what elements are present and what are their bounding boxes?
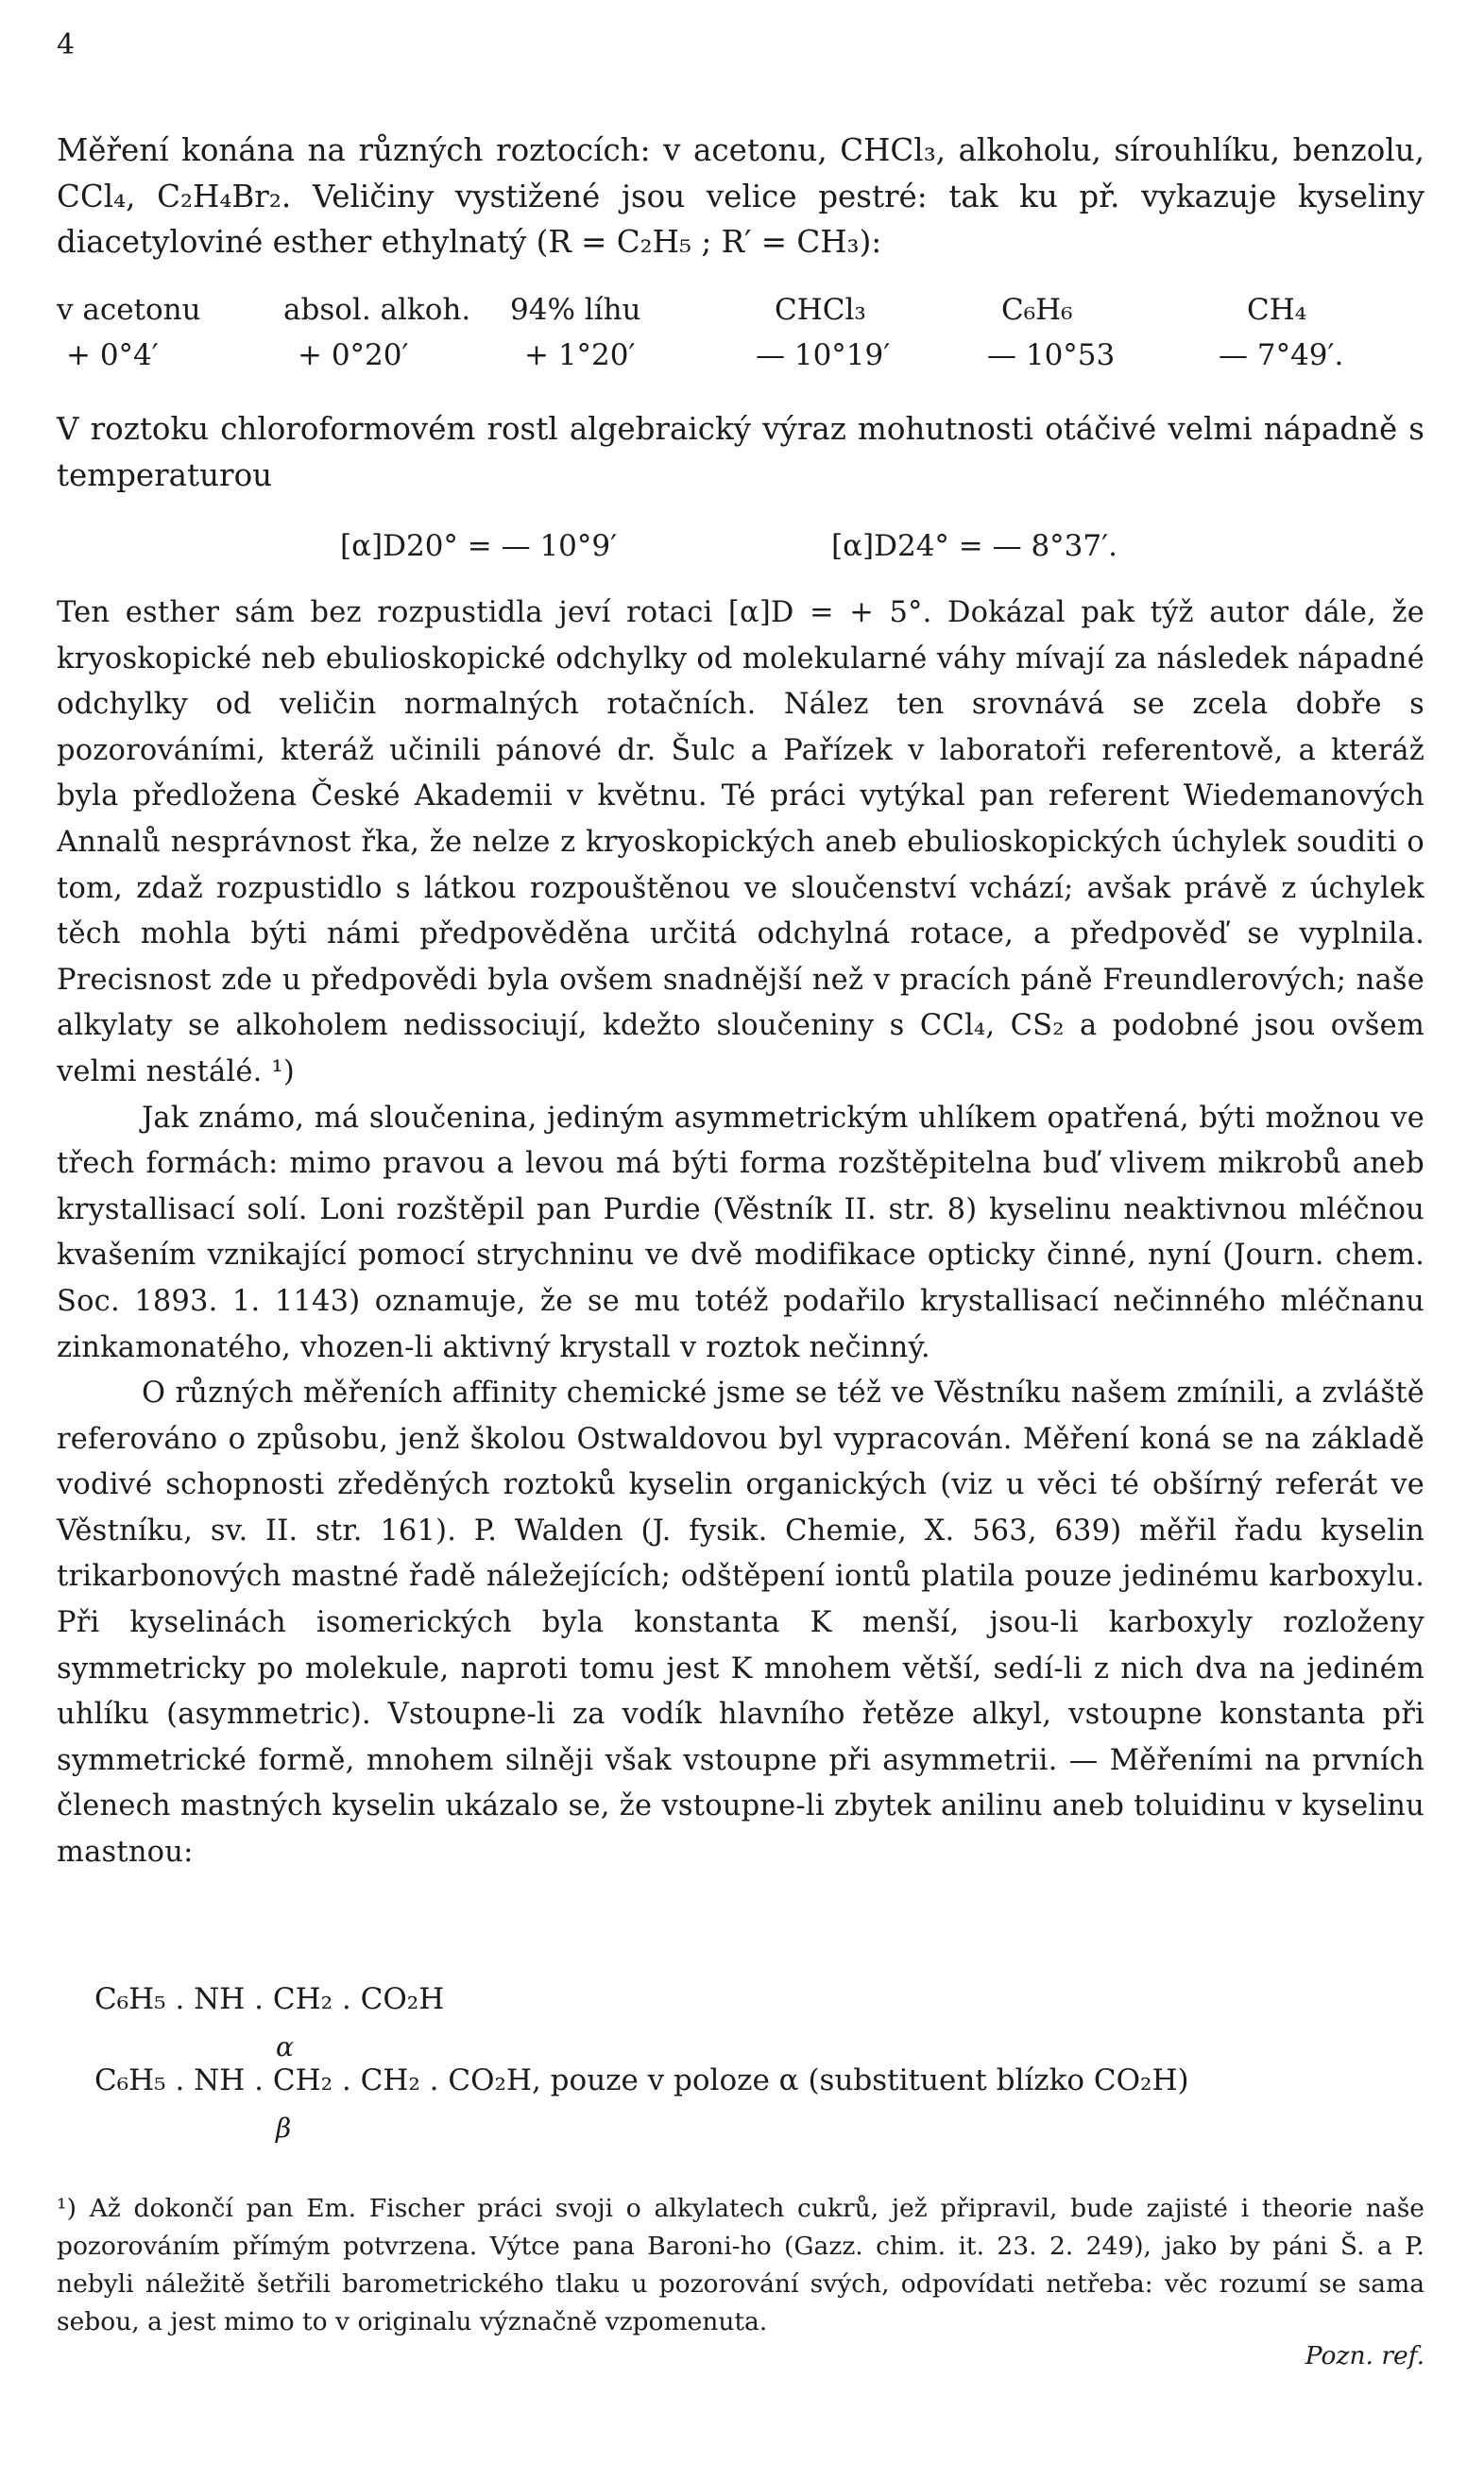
main-text bbox=[57, 590, 1424, 1876]
solvent-value: + 1°20′ bbox=[524, 338, 636, 372]
solvent-value: + 0°20′ bbox=[298, 338, 409, 372]
solvent-value: — 7°49′. bbox=[1219, 338, 1344, 372]
solvent-value: — 10°53 bbox=[987, 338, 1116, 372]
intro-paragraph: Měření konána na různých roztocích: v acetonu, CHCl₃, alkoholu, sírouhlíku, benzolu, CCl₄, C₂H₄Br₂. Veličiny vystižené jsou velice pestré: tak ku př. vykazuje kyseliny diacetyloviné esther ethylnatý (R = C₂H₅ ; R′ = CH₃): bbox=[57, 132, 1424, 260]
page bbox=[57, 0, 1424, 2481]
formula-1: C₆H₅ . NH . CH₂ . CO₂H bbox=[94, 1982, 445, 2016]
footnote-signature: Pozn. ref. bbox=[1305, 2341, 1424, 2370]
paragraph-asymmetric: Jak známo, má sloučenina, jediným asymmetrickým uhlíkem opatřená, býti možnou ve třech formách: mimo pravou a levou má býti forma rozštěpitelna buď vlivem mikrobů aneb krystallisací solí. Loni rozštěpil pan Purdie (Věstník II. str. 8) kyselinu neaktivnou mléčnou kvašením vznikající pomocí strychninu ve dvě modifikace opticky činné, nyní (Journ. chem. Soc. 1893. 1. 1143) oznamuje, že se mu totéž podařilo krystallisací nečinného mléčnanu zinkamonatého, vhozen-li aktivný krystall v roztok nečinný. bbox=[57, 1101, 1424, 1364]
solvent-name: CH₄ bbox=[1247, 293, 1307, 327]
temperature-paragraph: V roztoku chloroformovém rostl algebraický výraz mohutnosti otáčivé velmi nápadně s temperaturou bbox=[57, 411, 1424, 493]
solvent-name: CHCl₃ bbox=[775, 293, 866, 327]
solvent-name: 94% líhu bbox=[510, 293, 641, 327]
solvent-name: absol. alkoh. bbox=[283, 293, 471, 327]
paragraph-affinity: O různých měřeních affinity chemické jsme se též ve Věstníku našem zmínili, a zvláště referováno o způsobu, jenž školou Ostwaldovou byl vypracován. Měření koná se na základě vodivé schopnosti zředěných roztoků kyselin organických (viz u věci té obšírný referát ve Věstníku, sv. II. str. 161). P. Walden (J. fysik. Chemie, X. 563, 639) měřil řadu kyselin trikarbonových mastné řadě náležejících; odštěpení iontů platila pouze jedinému karboxylu. Při kyselinách isomerických byla konstanta K menší, jsou-li karboxyly rozloženy symmetricky po molekule, naproti tomu jest K mnohem větší, sedí-li z nich dva na jediném uhlíku (asymmetric). Vstoupne-li za vodík hlavního řetěze alkyl, vstoupne konstanta při symmetrické formě, mnohem silněji však vstoupne při asymmetrii. — Měřeními na prvních členech mastných kyselin ukázalo se, že vstoupne-li zbytek anilinu aneb toluidinu v kyselinu mastnou: bbox=[57, 1377, 1424, 1870]
paragraph-esther: Ten esther sám bez rozpustidla jeví rotaci [α]D = + 5°. Dokázal pak týž autor dále, že kryoskopické neb ebulioskopické odchylky od molekularné váhy mívají za následek nápadné odchylky od veličin normalných rotačních. Nález ten srovnává se zcela dobře s pozorováními, kteráž učinili pánové dr. Šulc a Pařízek v laboratoři referentově, a kteráž byla předložena České Akademii v květnu. Té práci vytýkal pan referent Wiedemanových Annalů nesprávnost řka, že nelze z kryoskopických aneb ebulioskopických úchylek souditi o tom, zdaž rozpustidlo s látkou rozpouštěnou ve sloučenství vchází; avšak právě z úchylek těch mohla býti námi předpověděna určitá odchylná rotace, a předpověď se vyplnila. Precisnost zde u předpovědi byla ovšem snadnější než v pracích páně Freundlerových; naše alkylaty se alkoholem nedissociují, kdežto sloučeniny s CCl₄, CS₂ a podobné jsou ovšem velmi nestálé. ¹) bbox=[57, 596, 1424, 1088]
solvent-name: v acetonu bbox=[57, 293, 201, 327]
page-number: 4 bbox=[57, 28, 76, 61]
solvent-value: — 10°19′ bbox=[756, 338, 891, 372]
rotation-second: [α]D24° = — 8°37′. bbox=[831, 529, 1118, 563]
rotation-first: [α]D20° = — 10°9′ bbox=[340, 529, 618, 563]
formula-2: C₆H₅ . NH . CH₂ . CH₂ . CO₂H, pouze v poloze α (substituent blízko CO₂H) bbox=[94, 2063, 1189, 2097]
formula-2-label: β bbox=[276, 2113, 292, 2144]
formula-1-label: α bbox=[276, 2031, 294, 2062]
footnote: ¹) Až dokončí pan Em. Fischer práci svoji o alkylatech cukrů, jež připravil, bude zajisté i theorie naše pozorováním přímým potvrzena. Výtce pana Baroni-ho (Gazz. chim. it. 23. 2. 249), jako by páni Š. a P. nebyli náležitě šetřili barometrického tlaku u pozorování svých, odpovídati netřeba: věc rozumí se sama sebou, a jest mimo to v originalu význačně vzpomenuta. bbox=[57, 2194, 1424, 2336]
solvent-name: C₆H₆ bbox=[1001, 293, 1073, 327]
solvent-value: + 0°4′ bbox=[66, 338, 159, 372]
